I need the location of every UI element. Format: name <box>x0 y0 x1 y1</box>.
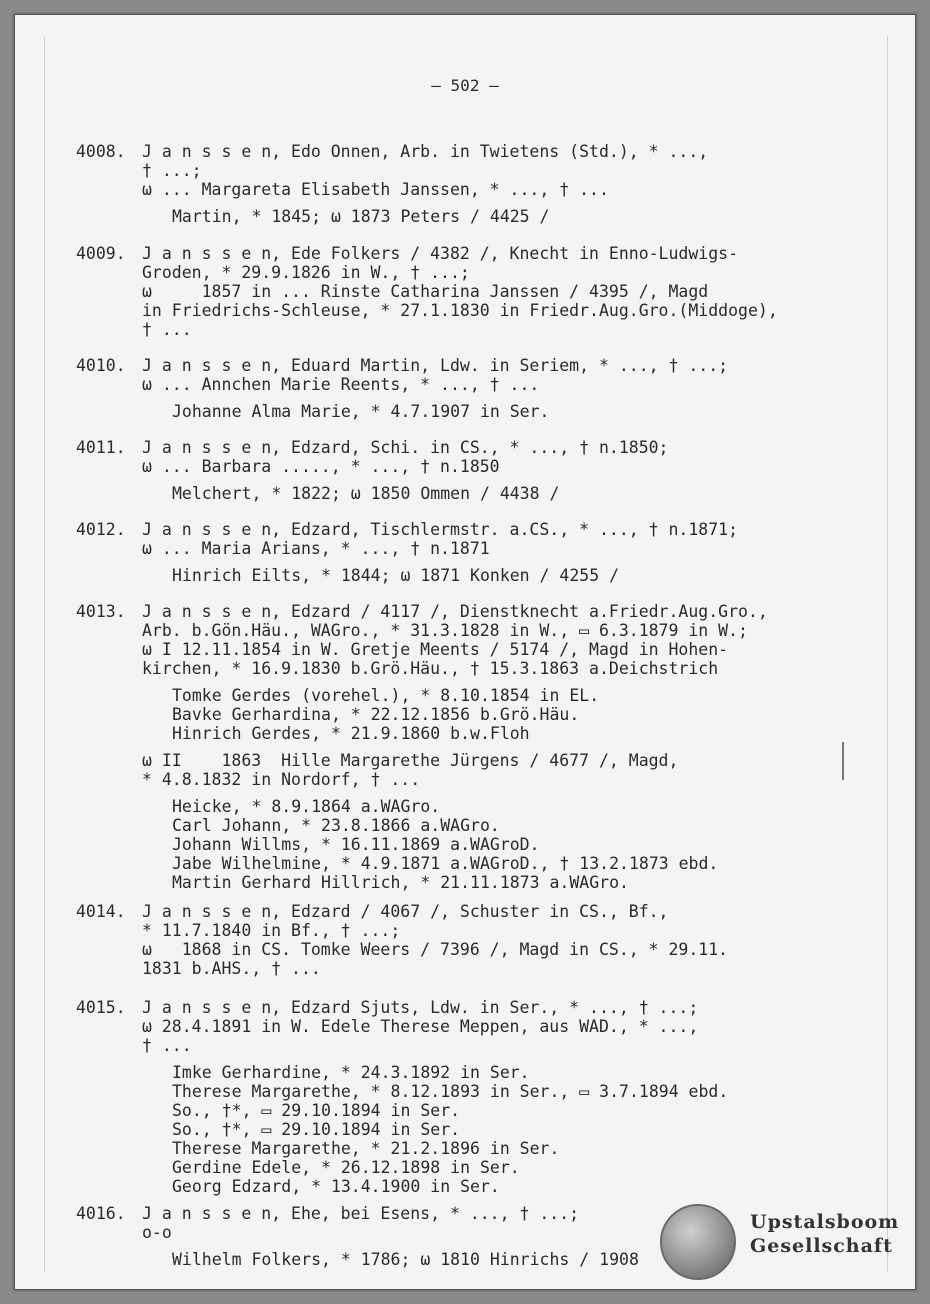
entry-3 <box>76 356 816 421</box>
line-gap <box>76 394 816 402</box>
child-line <box>76 816 816 835</box>
entry-line <box>76 375 816 394</box>
line-text: Bavke Gerhardina, * 22.12.1856 b.Grö.Häu. <box>172 705 580 724</box>
entry-number: 4013. <box>76 602 126 621</box>
seal-icon <box>660 1204 736 1280</box>
entry-number: 4009. <box>76 244 126 263</box>
entry-number: 4014. <box>76 902 126 921</box>
line-text: ω 1857 in ... Rinste Catharina Janssen / 4395 /, Magd <box>142 282 709 301</box>
entry-8 <box>76 998 816 1196</box>
line-text: J a n s s e n, Edo Onnen, Arb. in Twietens (Std.), * ..., <box>142 142 709 161</box>
line-text: ω ... Annchen Marie Reents, * ..., † ... <box>142 375 540 394</box>
line-text: * 4.8.1832 in Nordorf, † ... <box>142 770 421 789</box>
entry-number: 4015. <box>76 998 126 1017</box>
child-line <box>76 566 816 585</box>
line-text: So., †*, ▭ 29.10.1894 in Ser. <box>172 1101 461 1120</box>
child-line <box>76 402 816 421</box>
line-text: † ... <box>142 1036 192 1055</box>
line-text: J a n s s e n, Edzard, Tischlermstr. a.CS., * ..., † n.1871; <box>142 520 739 539</box>
child-line <box>76 1177 816 1196</box>
entry-line <box>76 921 816 940</box>
line-text: Johanne Alma Marie, * 4.7.1907 in Ser. <box>172 402 550 421</box>
entry-number: 4016. <box>76 1204 126 1223</box>
entry-line <box>76 301 816 320</box>
entry-head-line <box>76 998 816 1017</box>
child-line <box>76 484 816 503</box>
entry-head-line <box>76 142 816 161</box>
line-text: ω ... Barbara ....., * ..., † n.1850 <box>142 457 500 476</box>
line-text: Martin, * 1845; ω 1873 Peters / 4425 / <box>172 207 550 226</box>
line-text: in Friedrichs-Schleuse, * 27.1.1830 in Friedr.Aug.Gro.(Middoge), <box>142 301 778 320</box>
line-text: Hinrich Gerdes, * 21.9.1860 b.w.Floh <box>172 724 530 743</box>
line-text: J a n s s e n, Edzard, Schi. in CS., * ..., † n.1850; <box>142 438 669 457</box>
document-page <box>14 14 916 1290</box>
line-text: Melchert, * 1822; ω 1850 Ommen / 4438 / <box>172 484 560 503</box>
line-text: Hinrich Eilts, * 1844; ω 1871 Konken / 4255 / <box>172 566 620 585</box>
logo-line-2: Gesellschaft <box>750 1235 893 1257</box>
line-text: Imke Gerhardine, * 24.3.1892 in Ser. <box>172 1063 530 1082</box>
entry-line <box>76 940 816 959</box>
line-text: Georg Edzard, * 13.4.1900 in Ser. <box>172 1177 500 1196</box>
line-text: J a n s s e n, Edzard / 4067 /, Schuster in CS., Bf., <box>142 902 669 921</box>
entry-line <box>76 320 816 339</box>
line-text: † ...; <box>142 161 202 180</box>
page-number: – 502 – <box>431 76 499 95</box>
entry-head-line <box>76 602 816 621</box>
entry-6 <box>76 602 816 892</box>
line-text: J a n s s e n, Edzard / 4117 /, Dienstknecht a.Friedr.Aug.Gro., <box>142 602 768 621</box>
child-line <box>76 724 816 743</box>
entry-5 <box>76 520 816 585</box>
line-gap <box>76 1055 816 1063</box>
child-line <box>76 1158 816 1177</box>
line-text: Wilhelm Folkers, * 1786; ω 1810 Hinrichs / 1908 <box>172 1250 639 1269</box>
line-gap <box>76 558 816 566</box>
entry-line <box>76 263 816 282</box>
child-line <box>76 835 816 854</box>
line-text: J a n s s e n, Edzard Sjuts, Ldw. in Ser., * ..., † ...; <box>142 998 699 1017</box>
entry-line <box>76 959 816 978</box>
line-text: ω I 12.11.1854 in W. Gretje Meents / 5174 /, Magd in Hohen- <box>142 640 729 659</box>
entry-2 <box>76 244 816 339</box>
child-line <box>76 1082 816 1101</box>
entry-line <box>76 751 816 770</box>
child-line <box>76 1139 816 1158</box>
line-text: J a n s s e n, Ede Folkers / 4382 /, Knecht in Enno-Ludwigs- <box>142 244 739 263</box>
line-text: ω 28.4.1891 in W. Edele Therese Meppen, aus WAD., * ..., <box>142 1017 699 1036</box>
entry-line <box>76 621 816 640</box>
entry-number: 4010. <box>76 356 126 375</box>
line-text: Jabe Wilhelmine, * 4.9.1871 a.WAGroD., † 13.2.1873 ebd. <box>172 854 719 873</box>
line-text: J a n s s e n, Eduard Martin, Ldw. in Seriem, * ..., † ...; <box>142 356 729 375</box>
logo-text <box>750 1210 899 1258</box>
child-line <box>76 686 816 705</box>
line-text: Therese Margarethe, * 8.12.1893 in Ser., ▭ 3.7.1894 ebd. <box>172 1082 729 1101</box>
entry-head-line <box>76 520 816 539</box>
line-text: kirchen, * 16.9.1830 b.Grö.Häu., † 15.3.1863 a.Deichstrich <box>142 659 719 678</box>
child-line <box>76 705 816 724</box>
line-text: Martin Gerhard Hillrich, * 21.11.1873 a.WAGro. <box>172 873 629 892</box>
entry-line <box>76 659 816 678</box>
margin-mark <box>842 742 844 780</box>
entry-line <box>76 770 816 789</box>
line-text: ω ... Margareta Elisabeth Janssen, * ..., † ... <box>142 180 609 199</box>
child-line <box>76 1101 816 1120</box>
entry-head-line <box>76 244 816 263</box>
entry-7 <box>76 902 816 978</box>
line-text: Carl Johann, * 23.8.1866 a.WAGro. <box>172 816 500 835</box>
entry-head-line <box>76 438 816 457</box>
line-text: Arb. b.Gön.Häu., WAGro., * 31.3.1828 in W., ▭ 6.3.1879 in W.; <box>142 621 748 640</box>
entry-1 <box>76 142 816 226</box>
entry-line <box>76 539 816 558</box>
entry-line <box>76 1036 816 1055</box>
entry-number: 4011. <box>76 438 126 457</box>
line-text: Groden, * 29.9.1826 in W., † ...; <box>142 263 470 282</box>
entry-line <box>76 180 816 199</box>
line-text: Heicke, * 8.9.1864 a.WAGro. <box>172 797 441 816</box>
entry-line <box>76 640 816 659</box>
entry-line <box>76 457 816 476</box>
child-line <box>76 1120 816 1139</box>
line-text: o-o <box>142 1223 172 1242</box>
line-text: ω 1868 in CS. Tomke Weers / 7396 /, Magd in CS., * 29.11. <box>142 940 729 959</box>
line-text: So., †*, ▭ 29.10.1894 in Ser. <box>172 1120 461 1139</box>
logo-line-1: Upstalsboom <box>750 1211 900 1233</box>
child-line <box>76 873 816 892</box>
line-text: J a n s s e n, Ehe, bei Esens, * ..., † ...; <box>142 1204 580 1223</box>
entry-number: 4008. <box>76 142 126 161</box>
line-text: * 11.7.1840 in Bf., † ...; <box>142 921 401 940</box>
line-gap <box>76 743 816 751</box>
child-line <box>76 854 816 873</box>
line-gap <box>76 789 816 797</box>
line-gap <box>76 199 816 207</box>
entry-4 <box>76 438 816 503</box>
line-text: Tomke Gerdes (vorehel.), * 8.10.1854 in EL. <box>172 686 600 705</box>
line-text: ω ... Maria Arians, * ..., † n.1871 <box>142 539 490 558</box>
child-line <box>76 207 816 226</box>
line-text: 1831 b.AHS., † ... <box>142 959 321 978</box>
child-line <box>76 1063 816 1082</box>
line-text: Gerdine Edele, * 26.12.1898 in Ser. <box>172 1158 520 1177</box>
line-gap <box>76 678 816 686</box>
society-logo <box>660 1204 910 1280</box>
line-gap <box>76 476 816 484</box>
entry-line <box>76 1017 816 1036</box>
line-text: Therese Margarethe, * 21.2.1896 in Ser. <box>172 1139 560 1158</box>
entry-line <box>76 282 816 301</box>
line-text: ω II 1863 Hille Margarethe Jürgens / 4677 /, Magd, <box>142 751 679 770</box>
child-line <box>76 797 816 816</box>
entry-number: 4012. <box>76 520 126 539</box>
entry-head-line <box>76 356 816 375</box>
line-text: † ... <box>142 320 192 339</box>
line-text: Johann Willms, * 16.11.1869 a.WAGroD. <box>172 835 540 854</box>
entry-head-line <box>76 902 816 921</box>
entry-line <box>76 161 816 180</box>
